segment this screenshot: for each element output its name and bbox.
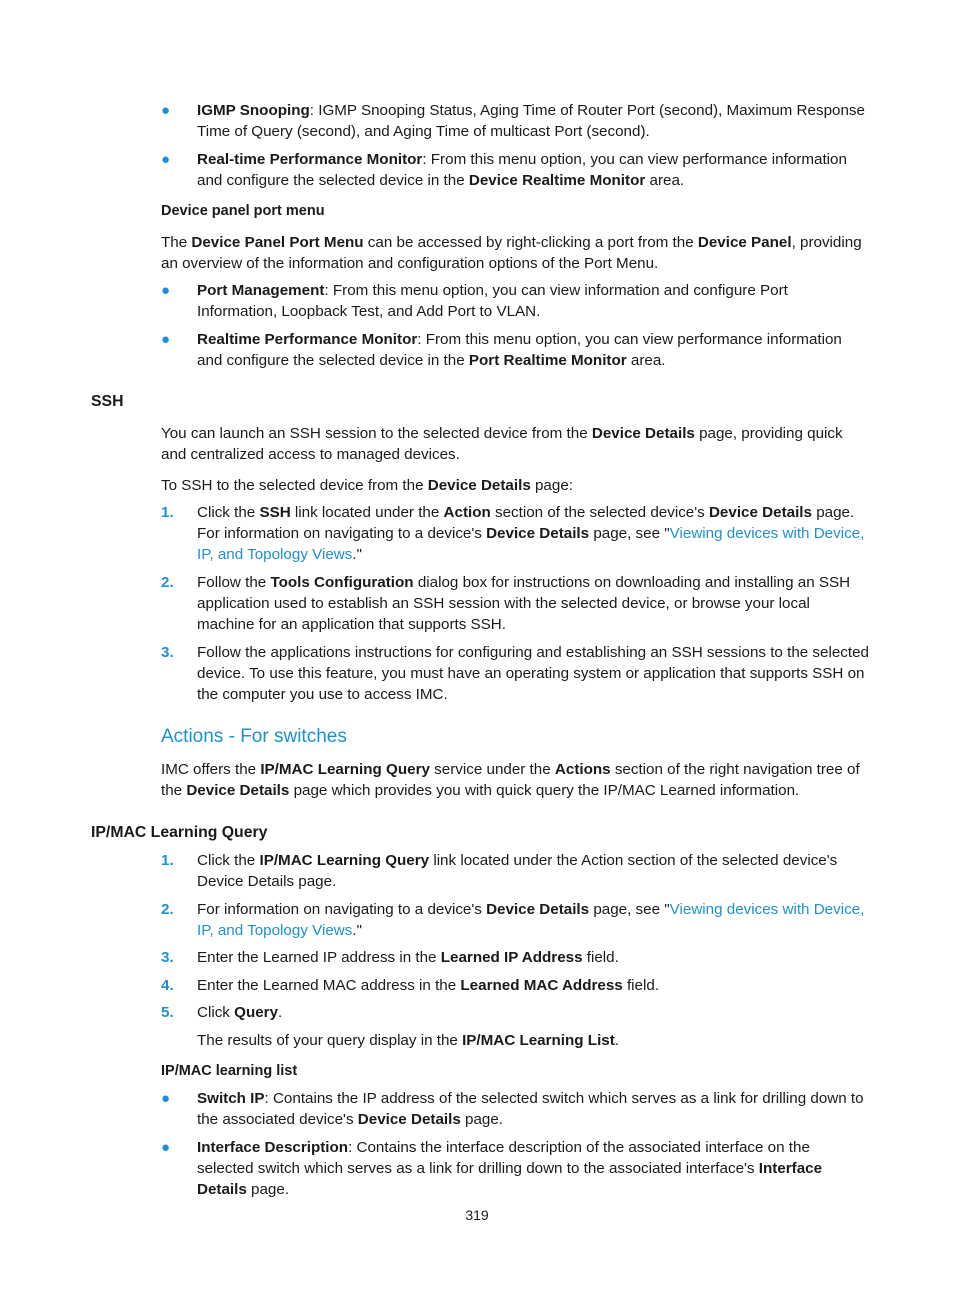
step-item: For information on navigating to a device's Device Details page, see "Viewing devices with Device, IP, and Topology Views." [197,901,865,939]
bullet-dot-icon: ● [161,1090,171,1107]
section-heading: IP/MAC Learning Query [91,824,268,841]
step-number: 1. [161,852,174,869]
step-number: 3. [161,949,174,966]
list-item: Real-time Performance Monitor: From this menu option, you can view performance information and configure the selected device in the Device Realtime Monitor area. [197,151,847,189]
section-title: Actions - For switches [161,726,347,747]
step-item: Follow the applications instructions for configuring and establishing an SSH sessions to the selected device. To use this feature, you must have an operating system or application that supports SSH on the computer you use to access IMC. [197,644,870,703]
step-number: 3. [161,644,174,661]
page-number: 319 [465,1207,489,1223]
step-item: Click Query. [197,1004,283,1021]
bullet-dot-icon: ● [161,1139,171,1156]
step-item: Enter the Learned MAC address in the Learned MAC Address field. [197,977,660,994]
list-item: IGMP Snooping: IGMP Snooping Status, Aging Time of Router Port (second), Maximum Response Time of Query (second), and Aging Time of multicast Port (second). [197,102,865,140]
paragraph: To SSH to the selected device from the Device Details page: [161,477,573,494]
step-number: 2. [161,574,174,591]
bullet-dot-icon: ● [161,102,171,119]
list-item: Port Management: From this menu option, you can view information and configure Port Information, Loopback Test, and Add Port to VLAN. [197,282,788,320]
paragraph: IMC offers the IP/MAC Learning Query service under the Actions section of the right navigation tree of the Device Details page which provides you with quick query the IP/MAC Learned information. [161,761,860,799]
step-item: Click the IP/MAC Learning Query link located under the Action section of the selected device's Device Details page. [197,852,838,890]
bullet-dot-icon: ● [161,282,171,299]
section-heading: SSH [91,393,124,410]
step-number: 1. [161,504,174,521]
subheading: IP/MAC learning list [161,1063,298,1079]
step-result: The results of your query display in the IP/MAC Learning List. [197,1032,620,1049]
subheading: Device panel port menu [161,203,325,219]
paragraph: You can launch an SSH session to the selected device from the Device Details page, providing quick and centralized access to managed devices. [161,425,843,463]
list-item: Switch IP: Contains the IP address of the selected switch which serves as a link for drilling down to the associated device's Device Details page. [197,1090,864,1128]
step-item: Click the SSH link located under the Action section of the selected device's Device Details page. For information on navigating to a device's Device Details page, see "Viewing devices with Device, IP, and Topology Views." [197,504,865,563]
cross-reference-link[interactable]: Viewing devices with Device, IP, and Topology Views [197,525,865,563]
step-number: 5. [161,1004,174,1021]
step-number: 2. [161,901,174,918]
cross-reference-link[interactable]: Viewing devices with Device, IP, and Topology Views [197,901,865,939]
step-item: Enter the Learned IP address in the Learned IP Address field. [197,949,619,966]
list-item: Interface Description: Contains the interface description of the associated interface on the selected switch which serves as a link for drilling down to the associated interface's Interface Details page. [197,1139,823,1198]
bullet-dot-icon: ● [161,331,171,348]
step-item: Follow the Tools Configuration dialog box for instructions on downloading and installing an SSH application used to establish an SSH session with the selected device, or browse your local machine for an application that supports SSH. [197,574,851,633]
list-item: Realtime Performance Monitor: From this menu option, you can view performance information and configure the selected device in the Port Realtime Monitor area. [197,331,842,369]
paragraph: The Device Panel Port Menu can be accessed by right-clicking a port from the Device Panel, providing an overview of the information and configuration options of the Port Menu. [161,234,862,272]
step-number: 4. [161,977,174,994]
bullet-dot-icon: ● [161,151,171,168]
